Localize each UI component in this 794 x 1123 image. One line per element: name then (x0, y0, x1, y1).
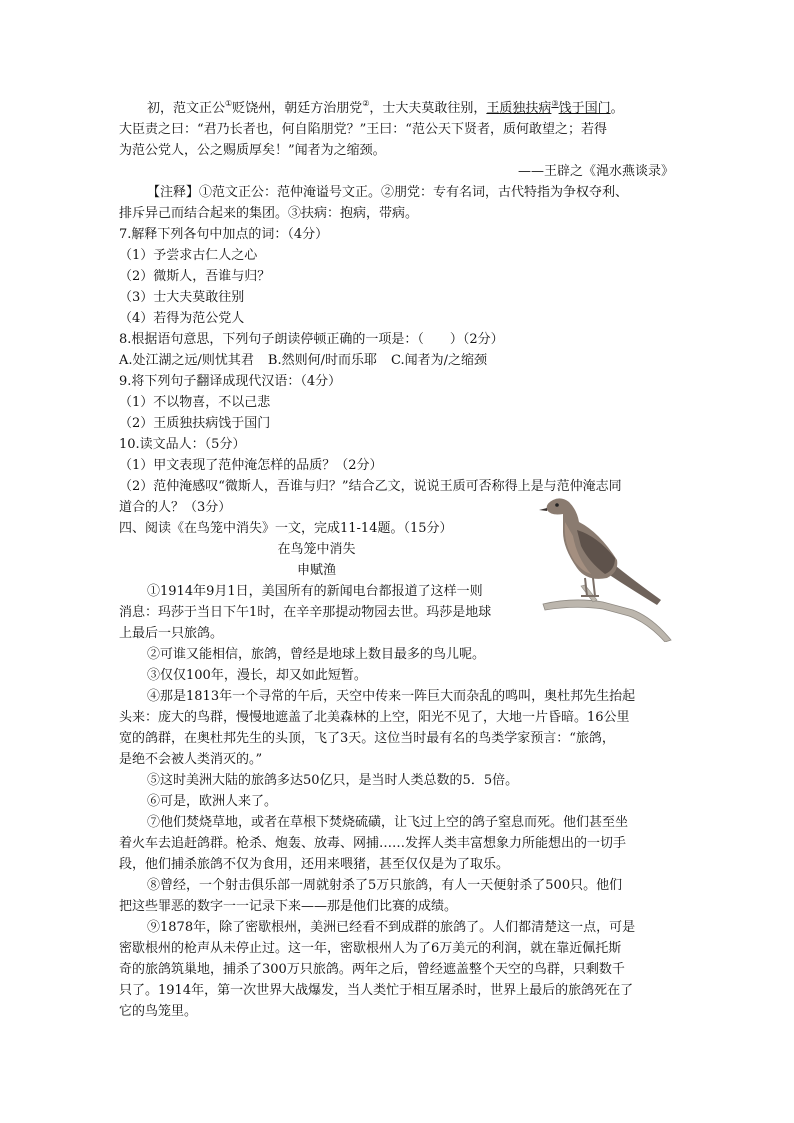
paragraph-6: ⑥可是，欧洲人来了。 (147, 794, 278, 809)
question-9: 9.将下列句子翻译成现代汉语：（4分） (119, 374, 342, 389)
paragraph-1-line-3: 上最后一只旅鸽。 (119, 626, 224, 641)
question-9-item-2: （2）王质独扶病饯于国门 (119, 416, 271, 431)
option-b: B.然则何/时而乐耶 (267, 353, 377, 368)
paragraph-9-line-4: 只了。1914年，第一次世界大战爆发，当人类忙于相互屠杀时，世界上最后的旅鸽死在了 (119, 983, 634, 998)
paragraph-7-line-1: ⑦他们焚烧草地，或者在草根下焚烧硫磺，让飞过上空的鸽子窒息而死。他们甚至坐 (147, 815, 629, 830)
paragraph-7-line-2: 着火车去追赶鸽群。枪杀、炮轰、放毒、网捕……发挥人类丰富想象力所能想出的一切手 (119, 836, 627, 851)
question-7-item-1: （1）予尝求古仁人之心 (119, 248, 258, 263)
underlined-phrase: 王质独扶病 (486, 101, 552, 116)
question-10: 10.读文品人：（5分） (119, 437, 246, 452)
paragraph-2: ②可谁又能相信，旅鸽，曾经是地球上数目最多的鸟儿呢。 (147, 647, 486, 662)
underlined-phrase: 饯于国门 (558, 101, 611, 116)
footnote-marker: ② (362, 99, 370, 108)
question-9-item-1: （1）不以物喜，不以己悲 (119, 395, 271, 410)
question-10-item-1: （1）甲文表现了范仲淹怎样的品质？（2分） (119, 458, 383, 473)
paragraph-4-line-1: ④那是1813年一个寻常的午后，天空中传来一阵巨大而杂乱的鸣叫，奥杜邦先生抬起 (147, 689, 636, 704)
paragraph-9-line-1: ⑨1878年，除了密歇根州，美洲已经看不到成群的旅鸽了。人们都清楚这一点，可是 (147, 920, 636, 935)
notes-line-1: 【注释】①范文正公：范仲淹谥号文正。②朋党：专有名词，古代特指为争权夺利、 (147, 185, 629, 200)
option-a: A.处江湖之远/则忧其君 (119, 353, 254, 368)
passage-b-line-3: 为范公党人，公之赐质厚矣！”闻者为之缩颈。 (119, 143, 386, 158)
option-c: C.闻者为/之缩颈 (390, 353, 487, 368)
text-segment: ，士大夫莫敢往别， (369, 101, 487, 116)
text-segment: 初，范文正公 (147, 101, 226, 116)
text-segment: 贬饶州，朝廷方治朋党 (232, 101, 363, 116)
paragraph-4-line-4: 是绝不会被人类消灭的。” (119, 752, 263, 767)
paragraph-3: ③仅仅100年，漫长，却又如此短暂。 (147, 668, 367, 683)
passage-b-line-1 (119, 98, 674, 119)
question-7-item-4: （4）若得为范公党人 (119, 311, 245, 326)
paragraph-8-line-2: 把这些罪恶的数字一一记录下来——那是他们比赛的成绩。 (119, 899, 458, 914)
question-7-item-3: （3）士大夫莫敢往别 (119, 290, 245, 305)
article-author: 申赋渔 (296, 563, 336, 578)
footnote-marker: ① (225, 99, 233, 108)
paragraph-9-line-5: 它的鸟笼里。 (119, 1004, 198, 1019)
section-4-heading: 四、阅读《在鸟笼中消失》一文，完成11-14题。（15分） (119, 521, 453, 536)
question-10-item-2-line-1: （2）范仲淹感叹“微斯人，吾谁与归？”结合乙文，说说王质可否称得上是与范仲淹志同 (119, 479, 622, 494)
paragraph-7-line-3: 段，他们捕杀旅鸽不仅为食用，还用来喂猪，甚至仅仅是为了取乐。 (119, 857, 510, 872)
question-7-item-2: （2）微斯人，吾谁与归？ (119, 269, 271, 284)
paragraph-1-line-1: ①1914年9月1日，美国所有的新闻电台都报道了这样一则 (147, 584, 483, 599)
passenger-pigeon-illustration (533, 492, 675, 642)
paragraph-1-line-2: 消息：玛莎于当日下午1时，在辛辛那提动物园去世。玛莎是地球 (119, 605, 492, 620)
passage-b-line-2: 大臣责之曰：“君乃长者也，何自陷朋党？”王曰：“范公天下贤者，质何敢望之；若得 (119, 122, 607, 137)
passage-b-source: ——王辟之《渑水燕谈录》 (517, 164, 674, 179)
question-8: 8.根据语句意思，下列句子朗读停顿正确的一项是：（ ）（2分） (119, 332, 504, 347)
notes-line-2: 排斥异己而结合起来的集团。③扶病：抱病，带病。 (119, 206, 419, 221)
paragraph-4-line-3: 宽的鸽群，在奥杜邦先生的头顶，飞了3天。这位当时最有名的鸟类学家预言：“旅鸽， (119, 731, 615, 746)
text-segment: 。 (610, 101, 624, 116)
question-10-item-2-line-2: 道合的人？（3分） (119, 500, 232, 515)
paragraph-9-line-2: 密歇根州的枪声从未停止过。这一年，密歇根州人为了6万美元的利润，就在靠近佩托斯 (119, 941, 622, 956)
paragraph-4-line-2: 头来：庞大的鸟群，慢慢地遮盖了北美森林的上空，阳光不见了，大地一片昏暗。16公里 (119, 710, 630, 725)
question-7: 7.解释下列各句中加点的词：（4分） (119, 227, 329, 242)
article-title: 在鸟笼中消失 (277, 542, 356, 557)
footnote-marker: ③ (551, 99, 559, 108)
paragraph-9-line-3: 奇的旅鸽筑巢地，捕杀了300万只旅鸽。两年之后，曾经遮盖整个天空的鸟群，只剩数千 (119, 962, 625, 977)
paragraph-5: ⑤这时美洲大陆的旅鸽多达50亿只，是当时人类总数的5．5倍。 (147, 773, 519, 788)
question-8-options (119, 350, 674, 371)
paragraph-8-line-1: ⑧曾经，一个射击俱乐部一周就射杀了5万只旅鸽，有人一天便射杀了500只。他们 (147, 878, 623, 893)
